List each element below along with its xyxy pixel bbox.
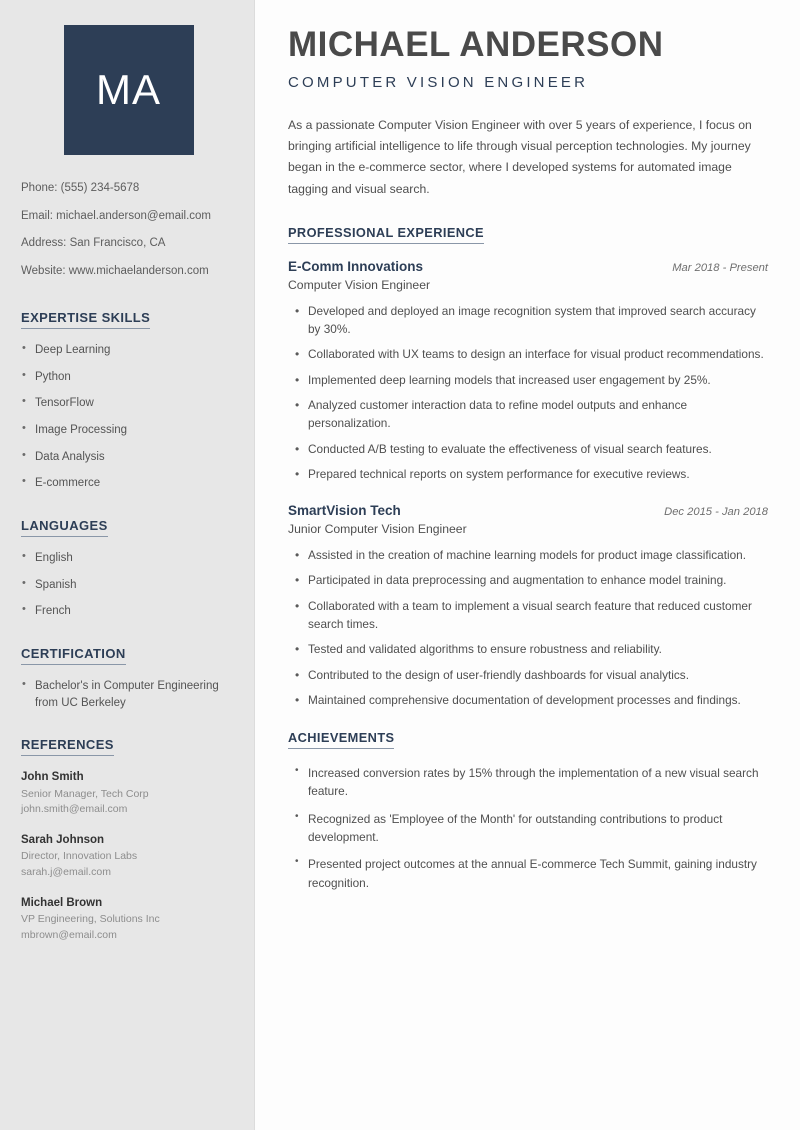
responsibility-list — [288, 302, 768, 483]
certification-heading-row — [21, 645, 236, 678]
list-item: • Maintained comprehensive documentation of development processes and findings. — [308, 691, 768, 709]
responsibility-list — [288, 546, 768, 709]
contact-phone: Phone: (555) 234-5678 — [21, 182, 140, 194]
reference-name: John Smith — [21, 771, 84, 784]
reference-email: sarah.j@email.com — [21, 866, 112, 879]
sidebar — [0, 0, 255, 1130]
reference-name: Sarah Johnson — [21, 834, 105, 847]
contact-website: Website: www.michaelanderson.com — [21, 264, 209, 277]
references-heading-row — [21, 736, 236, 769]
list-item: • Collaborated with UX teams to design an interface for visual product recommendations. — [308, 345, 768, 363]
list-item: • Analyzed customer interaction data to refine model outputs and enhance personalization. — [308, 396, 768, 433]
company-name: E-Comm Innovations — [288, 258, 424, 274]
list-item: • Recognized as 'Employee of the Month' for outstanding contributions to product development. — [308, 810, 768, 847]
job-role: Junior Computer Vision Engineer — [288, 522, 467, 537]
certification-heading: CERTIFICATION — [21, 646, 126, 665]
achievements-section — [288, 729, 768, 892]
skills-heading-row — [21, 309, 236, 342]
experience-entry — [288, 259, 768, 483]
avatar-initials: MA — [96, 66, 161, 113]
reference-role: Director, Innovation Labs — [21, 850, 138, 863]
list-item: • Tested and validated algorithms to ensure robustness and reliability. — [308, 640, 768, 658]
languages-heading: LANGUAGES — [21, 518, 108, 537]
references-section — [21, 736, 236, 943]
achievements-heading-row — [288, 729, 768, 764]
certification-list — [21, 678, 236, 711]
list-item: • Presented project outcomes at the annual E-commerce Tech Summit, gaining industry recognition. — [308, 855, 768, 892]
skills-list — [21, 342, 236, 492]
list-item — [21, 895, 236, 944]
list-item: • Conducted A/B testing to evaluate the effectiveness of visual search features. — [308, 440, 768, 458]
reference-email: mbrown@email.com — [21, 928, 117, 941]
list-item: • Participated in data preprocessing and augmentation to enhance model training. — [308, 571, 768, 589]
contact-list — [21, 181, 236, 279]
company-name: SmartVision Tech — [288, 503, 401, 519]
professional-title: COMPUTER VISION ENGINEER — [288, 73, 589, 91]
list-item: • English — [21, 550, 236, 567]
skills-section — [21, 309, 236, 492]
profile-summary: As a passionate Computer Vision Engineer with over 5 years of experience, I focus on bringing artificial intelligence to life through visual perception technologies. My journey began in the e-commerce sector, where I developed systems for automated image tagging and visual search. — [288, 117, 752, 196]
contact-email: Email: michael.anderson@email.com — [21, 209, 211, 222]
page-title: MICHAEL ANDERSON — [288, 25, 664, 64]
experience-heading: PROFESSIONAL EXPERIENCE — [288, 225, 484, 244]
certification-section — [21, 645, 236, 711]
list-item: • Prepared technical reports on system performance for executive reviews. — [308, 465, 768, 483]
list-item: • Bachelor's in Computer Engineering from UC Berkeley — [21, 678, 236, 711]
list-item: • Developed and deployed an image recognition system that improved search accuracy by 30%. — [308, 302, 768, 339]
list-item: • French — [21, 603, 236, 620]
list-item: • Image Processing — [21, 422, 236, 439]
reference-email: john.smith@email.com — [21, 803, 128, 816]
reference-role: Senior Manager, Tech Corp — [21, 787, 149, 800]
experience-entry-header — [288, 503, 768, 518]
references-heading: REFERENCES — [21, 737, 114, 756]
employment-dates: Mar 2018 - Present — [672, 261, 768, 274]
list-item: • Contributed to the design of user-friendly dashboards for visual analytics. — [308, 666, 768, 684]
languages-heading-row — [21, 517, 236, 550]
list-item: • Data Analysis — [21, 449, 236, 466]
list-item: • Collaborated with a team to implement a visual search feature that reduced customer search times. — [308, 597, 768, 634]
list-item: • TensorFlow — [21, 395, 236, 412]
reference-name: Michael Brown — [21, 896, 103, 909]
list-item: • Spanish — [21, 577, 236, 594]
contact-address: Address: San Francisco, CA — [21, 237, 166, 250]
list-item: • E-commerce — [21, 475, 236, 492]
languages-list — [21, 550, 236, 620]
experience-entry — [288, 503, 768, 709]
skills-heading: EXPERTISE SKILLS — [21, 310, 150, 329]
employment-dates: Dec 2015 - Jan 2018 — [664, 506, 768, 519]
experience-entry-header — [288, 259, 768, 274]
list-item: • Python — [21, 369, 236, 386]
experience-heading-row — [288, 224, 768, 259]
list-item — [21, 769, 236, 818]
list-item: • Deep Learning — [21, 342, 236, 359]
list-item: • Increased conversion rates by 15% through the implementation of a new visual search feature. — [308, 764, 768, 801]
achievements-heading: ACHIEVEMENTS — [288, 730, 394, 749]
reference-role: VP Engineering, Solutions Inc — [21, 913, 160, 926]
experience-section — [288, 224, 768, 709]
achievements-list — [288, 764, 768, 892]
avatar — [64, 25, 194, 155]
main-content — [255, 0, 800, 1130]
list-item — [21, 832, 236, 881]
languages-section — [21, 517, 236, 620]
job-role: Computer Vision Engineer — [288, 277, 431, 292]
list-item: • Assisted in the creation of machine learning models for product image classification. — [308, 546, 768, 564]
list-item: • Implemented deep learning models that increased user engagement by 25%. — [308, 371, 768, 389]
